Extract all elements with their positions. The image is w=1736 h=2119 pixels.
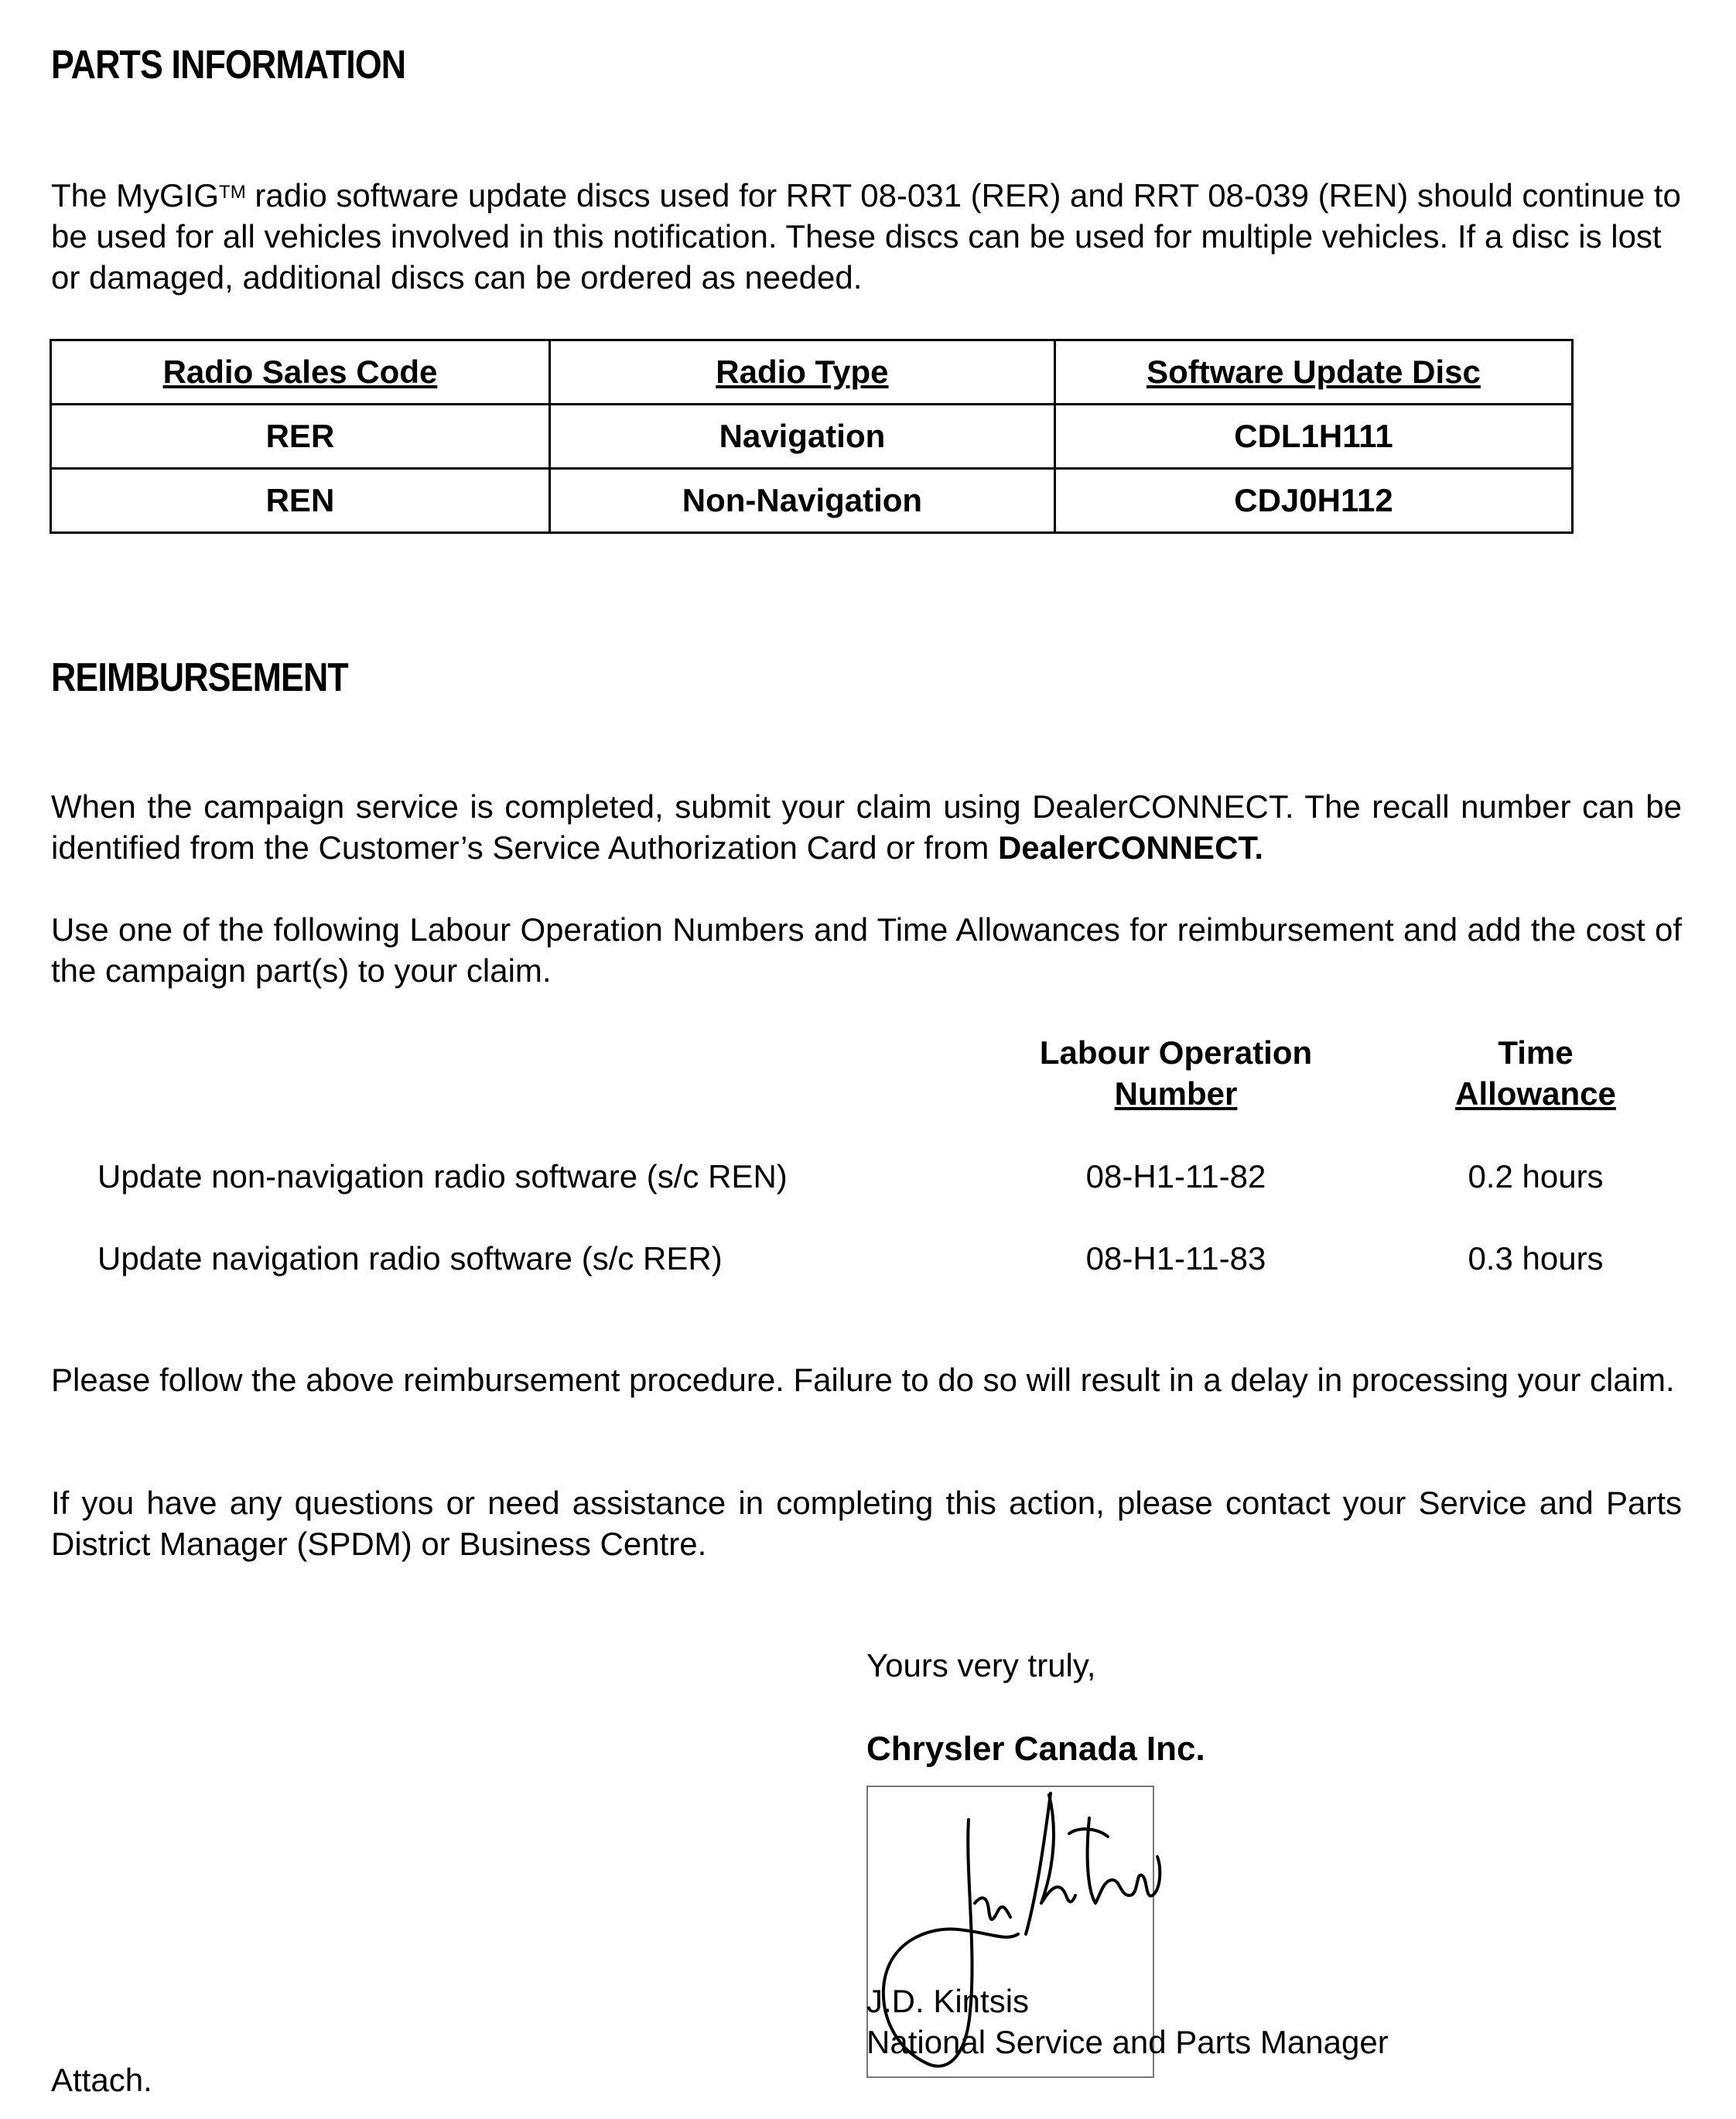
labour-operation-header-line1: Labour Operation [1039, 1034, 1313, 1071]
reimbursement-paragraph-4: If you have any questions or need assistance in completing this action, please contact your Service and Parts District Manager (SPDM) or Business Centre. [51, 1485, 1682, 1562]
table-cell: CDJ0H112 [1054, 469, 1572, 533]
time-allowance-header-line1: Time [1498, 1034, 1574, 1071]
table-cell: Non-Navigation [549, 469, 1054, 533]
reimbursement-paragraph-3: Please follow the above reimbursement procedure. Failure to do so will result in a delay in processing your claim. [51, 1362, 1675, 1398]
reimbursement-heading: REIMBURSEMENT [51, 655, 348, 700]
header-software-update-disc: Software Update Disc [1054, 340, 1572, 405]
operation-time: 0.2 hours [1468, 1158, 1604, 1195]
operation-number: 08-H1-11-82 [1085, 1158, 1266, 1195]
operation-time: 0.3 hours [1468, 1240, 1604, 1277]
parts-information-paragraph [51, 175, 1682, 298]
labour-operation-header-line2: Number [1114, 1075, 1238, 1112]
reimbursement-paragraph-1 [51, 786, 1682, 868]
time-allowance-header-line2: Allowance [1455, 1075, 1616, 1112]
signatory-title: National Service and Parts Manager [866, 2024, 1389, 2060]
operation-description: Update non-navigation radio software (s/c REN) [97, 1158, 788, 1195]
parts-information-heading: PARTS INFORMATION [51, 43, 406, 87]
table-cell: Navigation [549, 405, 1054, 469]
company-name: Chrysler Canada Inc. [866, 1730, 1205, 1768]
attach-note: Attach. [51, 2062, 152, 2098]
table-row [51, 405, 1573, 469]
parts-table-header-row [51, 340, 1573, 405]
parts-para-rest: radio software update discs used for RRT 08-031 (RER) and RRT 08-039 (REN) should continue to be used for all vehicles involved in this notification. These discs can be used for multiple vehicles. If a disc is lost or damaged, additional discs can be ordered as needed. [51, 177, 1681, 296]
salutation: Yours very truly, [866, 1647, 1096, 1683]
signatory-name: J.D. Kintsis [866, 1983, 1030, 2019]
table-cell: REN [51, 469, 550, 533]
operation-description: Update navigation radio software (s/c RER) [97, 1240, 723, 1277]
parts-table [50, 339, 1574, 534]
reimbursement-paragraph-2: Use one of the following Labour Operation Numbers and Time Allowances for reimbursement and add the cost of the campaign part(s) to your claim. [51, 911, 1682, 989]
table-cell: RER [51, 405, 550, 469]
table-row [51, 469, 1573, 533]
parts-para-start: The MyGIG [51, 177, 220, 214]
trademark-mark: TM [219, 182, 246, 203]
operation-number: 08-H1-11-83 [1085, 1240, 1266, 1277]
header-radio-type: Radio Type [549, 340, 1054, 405]
header-radio-sales-code: Radio Sales Code [51, 340, 550, 405]
table-cell: CDL1H111 [1054, 405, 1572, 469]
time-allowance-header [1416, 1032, 1656, 1114]
labour-operation-number-header [982, 1032, 1369, 1114]
dealerconnect-bold: DealerCONNECT. [997, 829, 1264, 866]
reimbursement-para1-text: When the campaign service is completed, submit your claim using DealerCONNECT. The recall number can be identified from the Customer’s Service Authorization Card or from [51, 788, 1682, 866]
